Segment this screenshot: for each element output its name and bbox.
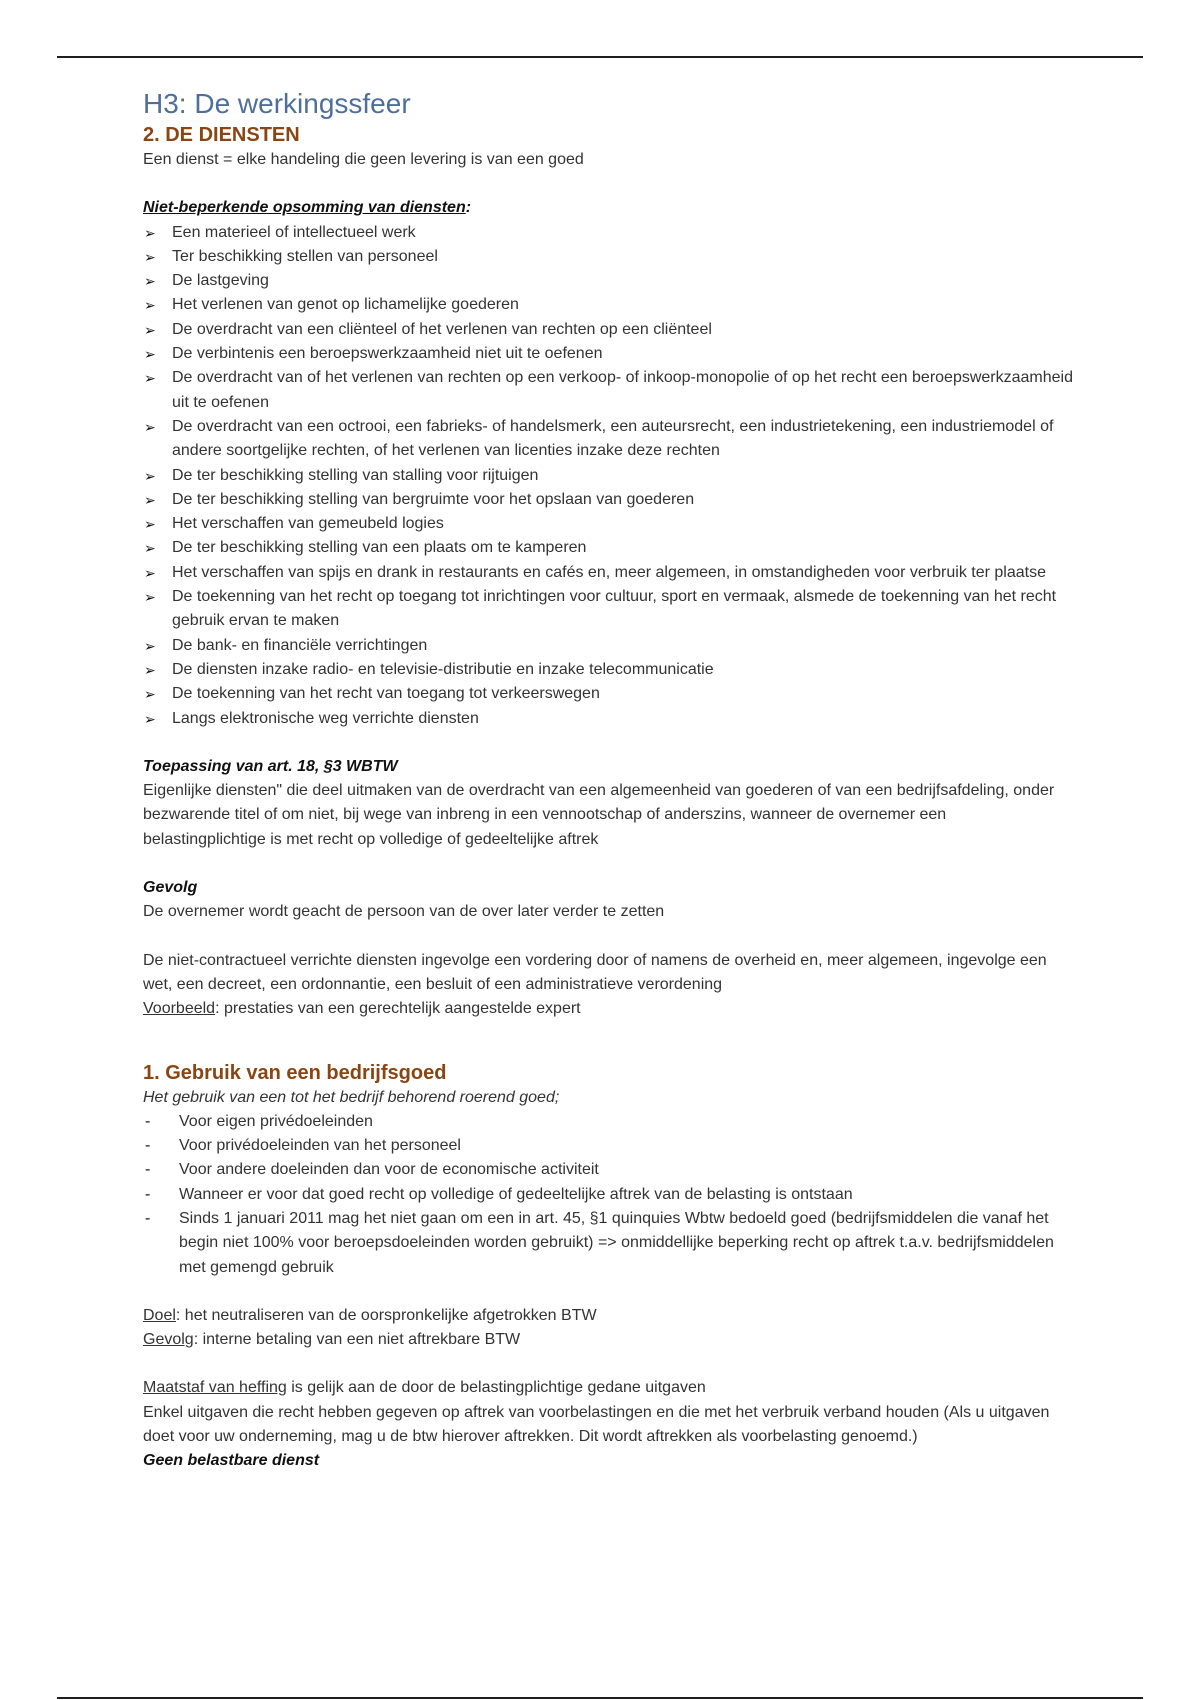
voorbeeld-line: [143, 997, 1073, 1021]
arrow-bullet-icon: ➢: [144, 418, 156, 435]
list-item: [143, 318, 1073, 342]
list-item: [143, 269, 1073, 293]
list-item-text: De toekenning van het recht op toegang tot inrichtingen voor cultuur, sport en vermaak, alsmede de toekenning van het recht gebruik ervan te maken: [172, 588, 1057, 630]
list-title-line: [143, 196, 1073, 220]
arrow-bullet-icon: ➢: [144, 491, 156, 508]
dash-bullet: -: [145, 1112, 151, 1130]
spacer: [143, 1352, 1073, 1376]
list-item: [143, 561, 1073, 585]
list-item-text: Voor privédoeleinden van het personeel: [179, 1137, 461, 1155]
list-item-text: Sinds 1 januari 2011 mag het niet gaan om een in art. 45, §1 quinquies Wbtw bedoeld goed (bedrijfsmiddelen die vanaf het begin niet 100% voor beroepsdoeleinden worden gebruikt) => onmiddellijke beperking recht op aftrek t.a.v. bedrijfsmiddelen met gemengd gebruik: [179, 1209, 1054, 1276]
arrow-bullet-icon: ➢: [144, 467, 156, 484]
section-heading-diensten: 2. DE DIENSTEN: [143, 124, 300, 146]
spacer: [143, 1280, 1073, 1304]
enkel-text: Enkel uitgaven die recht hebben gegeven op aftrek van voorbelastingen en die met het verbruik verband houden (Als u uitgaven doet voor uw onderneming, mag u de btw hierover aftrekken. Dit wordt aftrekken als voorbelasting genoemd.): [143, 1403, 1050, 1446]
spacer: [143, 731, 1073, 755]
geen-belastbare-dienst: Geen belastbare dienst: [143, 1452, 320, 1470]
arrow-bullet-icon: ➢: [144, 564, 156, 581]
list-item: [143, 1110, 1073, 1134]
doel-text: : het neutraliseren van de oorspronkelijke afgetrokken BTW: [175, 1306, 597, 1324]
spacer: [143, 172, 1073, 196]
list-item-text: De overdracht van of het verlenen van rechten op een verkoop- of inkoop-monopolie of op het recht een beroepswerkzaamheid uit te oefenen: [172, 369, 1073, 411]
spacer: [143, 852, 1073, 876]
arrow-bullet-icon: ➢: [144, 540, 156, 557]
toepassing-text: Eigenlijke diensten" die deel uitmaken van de overdracht van een algemeenheid van goederen of van een bedrijfsafdeling, onder bezwarende titel of om niet, bij wege van inbreng in een vennootschap of anderszins, wanneer de overnemer een belastingplichtige is met recht op volledige of gedeeltelijke aftrek: [143, 782, 1055, 848]
arrow-bullet-icon: ➢: [144, 370, 156, 387]
bedrijfsgoed-intro: Het gebruik van een tot het bedrijf behorend roerend goed;: [143, 1088, 560, 1106]
arrow-bullet-icon: ➢: [144, 661, 156, 678]
list-item-text: De ter beschikking stelling van bergruimte voor het opslaan van goederen: [172, 490, 695, 508]
list-item: [143, 634, 1073, 658]
list-title-colon: :: [465, 199, 472, 217]
arrow-bullet-icon: ➢: [144, 297, 156, 314]
list-item: [143, 415, 1073, 464]
list-item-text: Wanneer er voor dat goed recht op volledige of gedeeltelijke aftrek van de belasting is ontstaan: [179, 1185, 853, 1203]
dash-bullet: -: [145, 1161, 151, 1179]
dash-bullet: -: [145, 1137, 151, 1155]
maatstaf-line: [143, 1376, 1073, 1400]
list-item-text: De ter beschikking stelling van stalling voor rijtuigen: [172, 466, 539, 484]
arrow-bullet-icon: ➢: [144, 321, 156, 338]
list-item: [143, 1134, 1073, 1158]
arrow-bullet-icon: ➢: [144, 710, 156, 727]
arrow-bullet-icon: ➢: [144, 248, 156, 265]
bedrijfsgoed-list: [143, 1110, 1073, 1280]
arrow-bullet-icon: ➢: [144, 346, 156, 363]
spacer: [143, 1022, 1073, 1060]
arrow-bullet-icon: ➢: [144, 686, 156, 703]
gevolg-text-2: : interne betaling van een niet aftrekbare BTW: [193, 1331, 521, 1349]
header-rule: [57, 56, 1143, 58]
voorbeeld-text: : prestaties van een gerechtelijk aangestelde expert: [215, 1000, 581, 1018]
list-item-text: Ter beschikking stellen van personeel: [172, 247, 438, 265]
list-item: [143, 512, 1073, 536]
list-item: [143, 488, 1073, 512]
document-body: [143, 86, 1073, 1474]
diensten-list: [143, 221, 1073, 731]
list-item: [143, 245, 1073, 269]
list-item: [143, 682, 1073, 706]
list-item-text: Het verlenen van genot op lichamelijke goederen: [172, 296, 519, 314]
gevolg-text: De overnemer wordt geacht de persoon van de over later verder te zetten: [143, 903, 665, 921]
maatstaf-label: Maatstaf van heffing: [143, 1379, 287, 1397]
list-item-text: Het verschaffen van gemeubeld logies: [172, 515, 444, 533]
gevolg-label: Gevolg: [143, 1331, 194, 1349]
list-item-text: De overdracht van een cliënteel of het verlenen van rechten op een cliënteel: [172, 320, 712, 338]
list-item: [143, 1183, 1073, 1207]
page-title: H3: De werkingssfeer: [143, 88, 411, 119]
list-item: [143, 464, 1073, 488]
spacer: [143, 925, 1073, 949]
list-item-text: Het verschaffen van spijs en drank in restaurants en cafés en, meer algemeen, in omstandigheden voor verbruik ter plaatse: [172, 563, 1046, 581]
voorbeeld-label: Voorbeeld: [143, 1000, 216, 1018]
definition-text: Een dienst = elke handeling die geen levering is van een goed: [143, 151, 584, 168]
doel-line: [143, 1304, 1073, 1328]
list-item: [143, 585, 1073, 634]
section-heading-bedrijfsgoed: 1. Gebruik van een bedrijfsgoed: [143, 1061, 447, 1084]
arrow-bullet-icon: ➢: [144, 224, 156, 241]
list-item: [143, 707, 1073, 731]
list-item-text: De lastgeving: [172, 272, 269, 290]
list-item-text: De ter beschikking stelling van een plaats om te kamperen: [172, 539, 587, 557]
niet-contractueel-text: De niet-contractueel verrichte diensten ingevolge een vordering door of namens de overheid en, meer algemeen, ingevolge een wet, een decreet, een ordonnantie, een besluit of een administratieve verordening: [143, 951, 1047, 993]
arrow-bullet-icon: ➢: [144, 273, 156, 290]
list-item: [143, 342, 1073, 366]
list-title: Niet-beperkende opsomming van diensten: [143, 199, 466, 217]
list-item-text: De diensten inzake radio- en televisie-distributie en inzake telecommunicatie: [172, 660, 714, 678]
dash-bullet: -: [145, 1209, 151, 1227]
list-item: [143, 536, 1073, 560]
maatstaf-text: is gelijk aan de door de belastingplichtige gedane uitgaven: [286, 1379, 706, 1397]
list-item-text: De overdracht van een octrooi, een fabrieks- of handelsmerk, een auteursrecht, een industrietekening, een industriemodel of andere soortgelijke rechten, of het verlenen van licenties inzake deze rechten: [172, 417, 1054, 460]
list-item: [143, 1207, 1073, 1280]
list-item-text: De toekenning van het recht van toegang tot verkeerswegen: [172, 685, 600, 703]
doel-label: Doel: [143, 1306, 176, 1324]
list-item-text: De bank- en financiële verrichtingen: [172, 636, 428, 654]
gevolg-title: Gevolg: [143, 879, 198, 897]
list-item: [143, 293, 1073, 317]
footer-rule: [57, 1697, 1143, 1699]
list-item: [143, 221, 1073, 245]
arrow-bullet-icon: ➢: [144, 589, 156, 606]
list-item-text: Voor eigen privédoeleinden: [179, 1112, 373, 1130]
list-item-text: Langs elektronische weg verrichte diensten: [172, 709, 479, 727]
arrow-bullet-icon: ➢: [144, 637, 156, 654]
list-item: [143, 658, 1073, 682]
list-item-text: Een materieel of intellectueel werk: [172, 223, 416, 241]
list-item-text: De verbintenis een beroepswerkzaamheid niet uit te oefenen: [172, 345, 603, 363]
list-item-text: Voor andere doeleinden dan voor de economische activiteit: [179, 1161, 599, 1179]
list-item: [143, 1158, 1073, 1182]
dash-bullet: -: [145, 1185, 151, 1203]
arrow-bullet-icon: ➢: [144, 516, 156, 533]
list-item: [143, 366, 1073, 415]
gevolg-line: [143, 1328, 1073, 1352]
toepassing-title: Toepassing van art. 18, §3 WBTW: [143, 757, 398, 775]
